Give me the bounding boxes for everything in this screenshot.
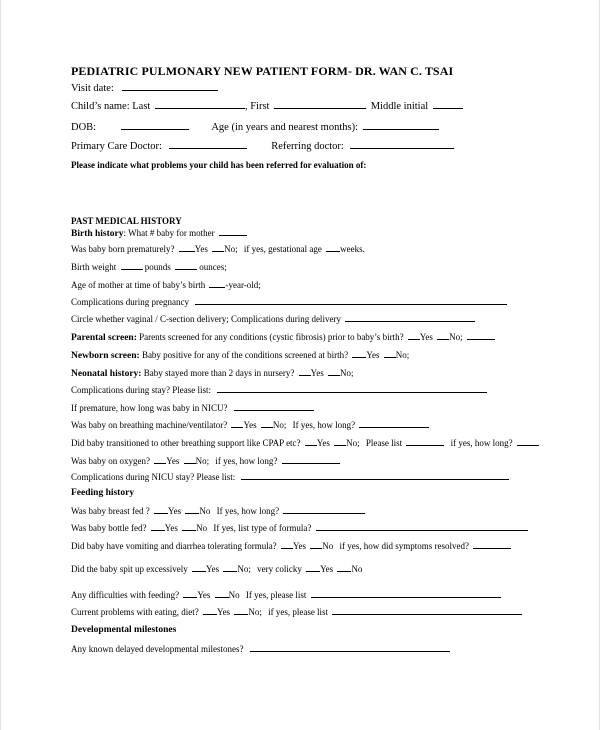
pcd-label: Primary Care Doctor: [71, 141, 162, 152]
no-label: No; [224, 244, 238, 254]
spit-up-question: Did the baby spit up excessively [71, 564, 188, 574]
cpap-duration-field[interactable] [517, 437, 539, 446]
birth-history-hint: : What # baby for mother [123, 228, 215, 238]
year-old-label: -year-old; [225, 280, 261, 290]
no-label: No [351, 564, 363, 574]
yes-label: Yes [194, 244, 208, 254]
newborn-screen-label: Newborn screen: [71, 351, 140, 361]
ventilator-question: Was baby on breathing machine/ventilator? [71, 420, 228, 430]
stay-complications-field[interactable] [217, 384, 487, 393]
parental-no-blank[interactable] [437, 331, 449, 340]
referring-label: Referring doctor: [271, 141, 344, 152]
middle-initial-field[interactable] [433, 100, 463, 109]
no-label: No; [248, 607, 262, 617]
bottle-fed-row [71, 522, 528, 534]
oxygen-duration-field[interactable] [282, 455, 340, 464]
parental-yes-blank[interactable] [408, 331, 420, 340]
mother-age-field[interactable] [209, 279, 225, 288]
nicu-question: If premature, how long was baby in NICU? [71, 403, 228, 413]
yes-label: Yes [168, 506, 182, 516]
oxygen-yes-blank[interactable] [154, 455, 166, 464]
neonatal-question: Baby stayed more than 2 days in nursery? [143, 368, 295, 378]
newborn-screen-question: Baby positive for any of the conditions screened at birth? [141, 350, 349, 360]
middle-initial-label: Middle initial [370, 101, 429, 112]
no-label: No [196, 523, 208, 533]
breast-fed-duration-label: If yes, how long? [216, 506, 280, 516]
parental-screen-question: Parents screened for any conditions (cystic fibrosis) prior to baby’s birth? [139, 332, 404, 342]
yes-label: Yes [243, 420, 257, 430]
referring-field[interactable] [350, 140, 454, 149]
birth-weight-row [71, 261, 227, 273]
doctors-row [71, 140, 454, 153]
visit-date-row [71, 82, 218, 95]
last-name-field[interactable] [155, 100, 245, 109]
stay-complications-label: Complications during stay? Please list: [71, 385, 211, 395]
colicky-yes-blank[interactable] [306, 563, 320, 572]
childs-name-label: Child’s name: Last [71, 101, 151, 112]
current-problems-list-label: if yes, please list [268, 607, 329, 617]
no-label: No; [237, 564, 251, 574]
gestational-age-field[interactable] [326, 243, 340, 252]
parental-details-field[interactable] [467, 331, 495, 340]
cpap-row [71, 437, 539, 449]
nicu-row [71, 402, 314, 414]
age-field[interactable] [363, 121, 439, 130]
no-label: No; [395, 350, 410, 360]
difficulty-list-field[interactable] [311, 589, 501, 598]
breast-fed-yes-blank[interactable] [154, 505, 168, 514]
nicu-complications-field[interactable] [241, 471, 509, 480]
pounds-field[interactable] [121, 261, 143, 270]
ventilator-duration-field[interactable] [359, 419, 429, 428]
yes-label: Yes [216, 607, 231, 617]
first-name-field[interactable] [274, 100, 366, 109]
dob-row [71, 121, 439, 134]
bottle-fed-no-blank[interactable] [182, 522, 196, 531]
premature-question: Was baby born prematurely? [71, 244, 175, 254]
no-label: No; [195, 456, 210, 466]
bottle-fed-question: Was baby bottle fed? [71, 523, 147, 533]
no-label: No; [449, 332, 463, 342]
no-label: No [228, 590, 240, 600]
childs-name-row [71, 100, 463, 113]
ventilator-no-blank[interactable] [261, 419, 273, 428]
no-label: No [322, 541, 334, 551]
formula-field[interactable] [316, 522, 528, 531]
pregnancy-complications-field[interactable] [195, 296, 507, 305]
difficulty-yes-blank[interactable] [183, 589, 197, 598]
yes-label: Yes [366, 350, 380, 360]
cpap-list-label: Please list [365, 438, 403, 448]
current-problems-yes-blank[interactable] [203, 606, 217, 615]
nicu-complications-label: Complications during NICU stay? Please list: [71, 472, 236, 482]
dev-delay-row [71, 643, 450, 655]
visit-date-field[interactable] [122, 82, 218, 91]
bottle-fed-yes-blank[interactable] [151, 522, 165, 531]
yes-label: Yes [419, 332, 433, 342]
stay-complications-row [71, 384, 487, 396]
current-problems-no-blank[interactable] [234, 606, 248, 615]
ounces-field[interactable] [175, 261, 197, 270]
weeks-label: weeks. [340, 244, 365, 254]
breast-fed-no-blank[interactable] [185, 505, 199, 514]
developmental-heading: Developmental milestones [71, 625, 177, 635]
yes-label: Yes [197, 590, 211, 600]
pmh-heading: PAST MEDICAL HISTORY [71, 216, 182, 226]
no-label: No; [272, 420, 287, 430]
breast-fed-question: Was baby breast fed ? [71, 506, 150, 516]
nicu-complications-row [71, 471, 509, 483]
neonatal-yes-blank[interactable] [299, 367, 311, 376]
cpap-question: Did baby transitioned to other breathing support like CPAP etc? [71, 438, 301, 448]
yes-label: Yes [164, 523, 178, 533]
oxygen-question: Was baby on oxygen? [71, 456, 151, 466]
current-problems-question: Current problems with eating, diet? [71, 607, 199, 617]
pcd-field[interactable] [169, 140, 247, 149]
very-colicky-label: very colicky [257, 564, 302, 574]
first-name-label: , First [244, 101, 270, 112]
dob-field[interactable] [121, 121, 189, 130]
ounces-label: ounces; [199, 262, 227, 272]
nicu-duration-field[interactable] [234, 402, 314, 411]
cpap-yes-blank[interactable] [305, 437, 317, 446]
parental-screen-label: Parental screen: [71, 333, 137, 343]
symptoms-resolved-label: if yes, how did symptoms resolved? [339, 541, 470, 551]
mother-age-row [71, 279, 261, 291]
premature-yes-blank[interactable] [179, 243, 195, 252]
neonatal-history-label: Neonatal history: [71, 369, 142, 379]
premature-no-blank[interactable] [212, 243, 224, 252]
age-label: Age [211, 122, 229, 133]
neonatal-no-blank[interactable] [328, 367, 340, 376]
current-problems-row [71, 606, 522, 618]
yes-label: Yes [166, 456, 180, 466]
breast-fed-duration-field[interactable] [283, 505, 365, 514]
dev-delay-question: Any known delayed developmental milestones? [71, 644, 244, 654]
premature-row [71, 243, 365, 255]
vomiting-yes-blank[interactable] [281, 540, 293, 549]
no-label: No; [346, 438, 360, 448]
vomiting-no-blank[interactable] [310, 540, 322, 549]
ventilator-duration-label: If yes, how long? [292, 420, 356, 430]
parental-screen-row [71, 331, 495, 344]
gestational-age-label: if yes, gestational age [243, 244, 322, 254]
dob-label: DOB: [71, 122, 97, 133]
formula-label: If yes, list type of formula? [213, 523, 312, 533]
newborn-yes-blank[interactable] [352, 349, 366, 358]
vomiting-row [71, 540, 511, 552]
form-title: PEDIATRIC PULMONARY NEW PATIENT FORM- DR. WAN C. TSAI [71, 64, 454, 78]
delivery-complications-field[interactable] [345, 313, 475, 322]
birth-history-label: Birth history [71, 229, 124, 239]
dev-delay-field[interactable] [250, 643, 450, 652]
cpap-no-blank[interactable] [334, 437, 346, 446]
visit-date-label: Visit date: [71, 83, 114, 94]
age-hint: (in years and nearest months): [231, 122, 359, 133]
ventilator-yes-blank[interactable] [231, 419, 243, 428]
symptoms-resolved-field[interactable] [473, 540, 511, 549]
yes-label: Yes [205, 564, 220, 574]
oxygen-row [71, 455, 340, 467]
pounds-label: pounds [144, 262, 171, 272]
breast-fed-row [71, 505, 365, 517]
birth-weight-label: Birth weight [71, 262, 117, 272]
neonatal-row [71, 367, 354, 380]
oxygen-duration-label: if yes, how long? [215, 456, 278, 466]
problems-prompt: Please indicate what problems your child has been referred for evaluation of: [71, 160, 367, 170]
pregnancy-complications-row [71, 296, 507, 308]
yes-label: Yes [316, 438, 330, 448]
baby-number-field[interactable] [219, 227, 247, 236]
no-label: No [199, 506, 211, 516]
birth-history-row [71, 227, 247, 240]
mother-age-label: Age of mother at time of baby’s birth [71, 280, 206, 290]
no-label: No; [340, 368, 354, 378]
difficulty-feeding-row [71, 589, 501, 601]
newborn-no-blank[interactable] [384, 349, 396, 358]
spit-up-row [71, 563, 362, 575]
pregnancy-complications-label: Complications during pregnancy [71, 297, 189, 307]
delivery-row [71, 313, 475, 325]
vomiting-question: Did baby have vomiting and diarrhea tolerating formula? [71, 541, 277, 551]
yes-label: Yes [292, 541, 307, 551]
difficulty-list-label: If yes, please list [245, 590, 307, 600]
newborn-screen-row [71, 349, 409, 362]
cpap-list-field[interactable] [406, 437, 444, 446]
spit-up-yes-blank[interactable] [192, 563, 206, 572]
yes-label: Yes [310, 368, 324, 378]
feeding-heading: Feeding history [71, 488, 135, 498]
difficulty-feeding-question: Any difficulties with feeding? [71, 590, 180, 600]
difficulty-no-blank[interactable] [215, 589, 229, 598]
yes-label: Yes [320, 564, 334, 574]
oxygen-no-blank[interactable] [184, 455, 196, 464]
ventilator-row [71, 419, 429, 431]
current-problems-list-field[interactable] [332, 606, 522, 615]
spit-up-no-blank[interactable] [223, 563, 237, 572]
colicky-no-blank[interactable] [337, 563, 351, 572]
delivery-label: Circle whether vaginal / C-section delivery; Complications during delivery [71, 314, 341, 324]
cpap-duration-label: if yes, how long? [450, 438, 513, 448]
